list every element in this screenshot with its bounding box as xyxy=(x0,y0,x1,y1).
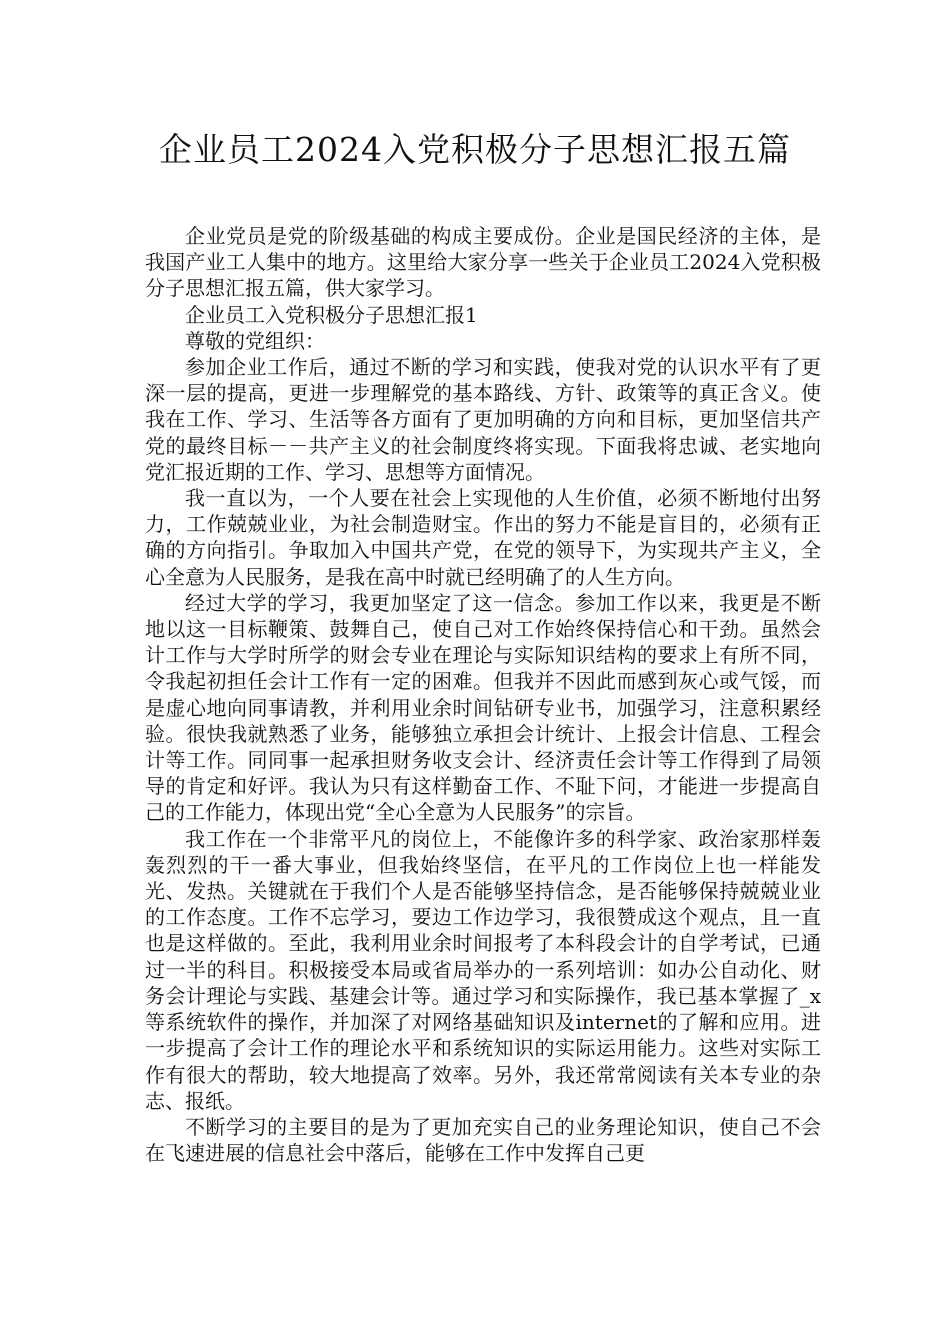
paragraph: 我工作在一个非常平凡的岗位上，不能像许多的科学家、政治家那样轰轰烈烈的干一番大事业，但我始终坚信，在平凡的工作岗位上也一样能发光、发热。关键就在于我们个人是否能够坚持信念，是否能够保持兢兢业业的工作态度。工作不忘学习，要边工作边学习，我很赞成这个观点，且一直也是这样做的。至此，我利用业余时间报考了本科段会计的自学考试，已通过一半的科目。积极接受本局或省局举办的一系列培训：如办公自动化、财务会计理论与实践、基建会计等。通过学习和实际操作，我已基本掌握了_x等系统软件的操作，并加深了对网络基础知识及internet的了解和应用。进一步提高了会计工作的理论水平和系统知识的实际运用能力。这些对实际工作有很大的帮助，较大地提高了效率。另外，我还常常阅读有关本专业的杂志、报纸。 xyxy=(145,826,821,1113)
paragraph: 参加企业工作后，通过不断的学习和实践，使我对党的认识水平有了更深一层的提高，更进一步理解党的基本路线、方针、政策等的真正含义。使我在工作、学习、生活等各方面有了更加明确的方向和目标，更加坚信共产党的最终目标－－共产主义的社会制度终将实现。下面我将忠诚、老实地向党汇报近期的工作、学习、思想等方面情况。 xyxy=(145,355,821,484)
paragraph: 不断学习的主要目的是为了更加充实自己的业务理论知识，使自己不会在飞速进展的信息社会中落后，能够在工作中发挥自己更 xyxy=(145,1114,821,1166)
salutation: 尊敬的党组织： xyxy=(185,328,325,353)
document-title: 企业员工2024入党积极分子思想汇报五篇 xyxy=(159,130,791,169)
paragraph: 我一直以为，一个人要在社会上实现他的人生价值，必须不断地付出努力，工作兢兢业业，为社会制造财宝。作出的努力不能是盲目的，必须有正确的方向指引。争取加入中国共产党，在党的领导下，为实现共产主义，全心全意为人民服务，是我在高中时就已经明确了的人生方向。 xyxy=(145,486,821,589)
paragraph-intro: 企业党员是党的阶级基础的构成主要成份。企业是国民经济的主体，是我国产业工人集中的地方。这里给大家分享一些关于企业员工2024入党积极分子思想汇报五篇，供大家学习。 xyxy=(145,224,821,301)
document-body xyxy=(145,223,821,1166)
section-heading: 企业员工入党积极分子思想汇报1 xyxy=(185,302,478,327)
paragraph: 经过大学的学习，我更加坚定了这一信念。参加工作以来，我更是不断地以这一目标鞭策、鼓舞自己，使自己对工作始终保持信心和干劲。虽然会计工作与大学时所学的财会专业在理论与实际知识结构的要求上有所不同，令我起初担任会计工作有一定的困难。但我并不因此而感到灰心或气馁，而是虚心地向同事请教，并利用业余时间钻研专业书，加强学习，注意积累经验。很快我就熟悉了业务，能够独立承担会计统计、上报会计信息、工程会计等工作。同同事一起承担财务收支会计、经济责任会计等工作得到了局领导的肯定和好评。我认为只有这样勤奋工作、不耻下问，才能进一步提高自己的工作能力，体现出党“全心全意为人民服务”的宗旨。 xyxy=(145,590,821,825)
